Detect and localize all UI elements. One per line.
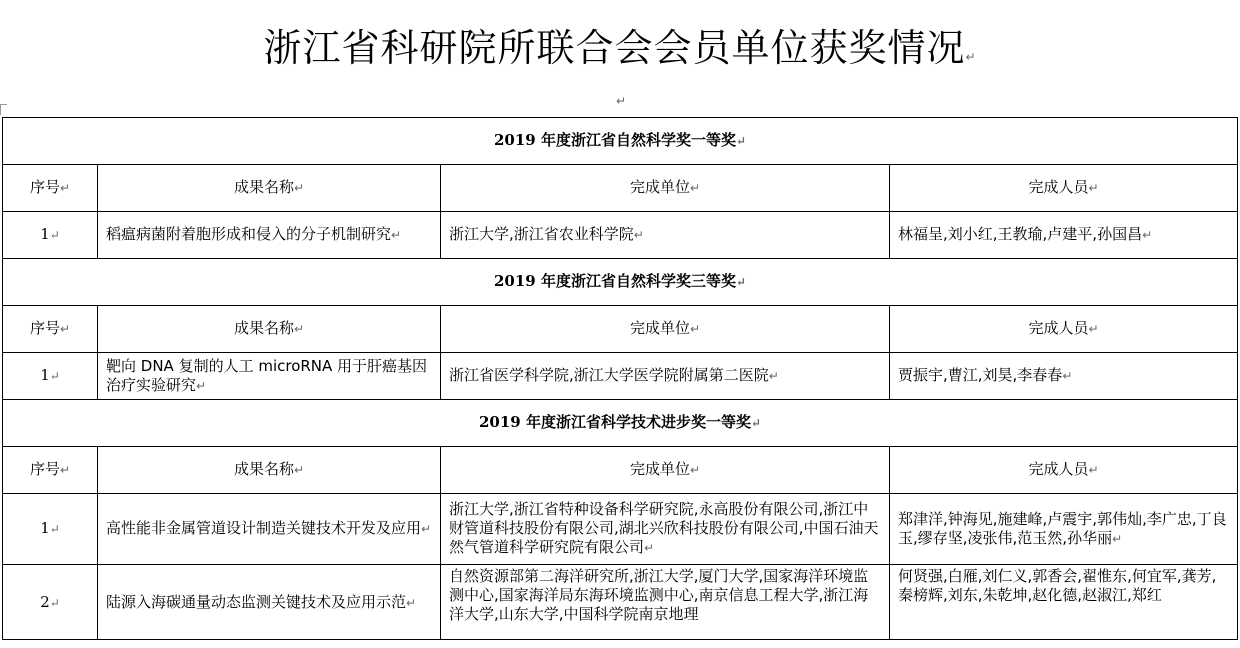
table-row [3,353,1238,400]
header-no: 序号↵ [3,165,98,212]
cell-people: 林福呈,刘小红,王教瑜,卢建平,孙国昌↵ [890,212,1238,259]
header-name: 成果名称↵ [98,306,441,353]
table-row [3,565,1238,640]
document-title: 浙江省科研院所联合会会员单位获奖情况↵ [263,26,977,70]
cell-no: 2↵ [3,565,98,640]
section-title-row [3,118,1238,165]
section-title: 2019 年度浙江省自然科学奖一等奖↵ [3,118,1238,165]
table-row [3,212,1238,259]
header-people: 完成人员↵ [890,306,1238,353]
cell-unit: 浙江省医学科学院,浙江大学医学院附属第二医院↵ [441,353,890,400]
header-unit: 完成单位↵ [441,306,890,353]
cell-unit: 浙江大学,浙江省特种设备科学研究院,永高股份有限公司,浙江中财管道科技股份有限公司,湖北兴欣科技股份有限公司,中国石油天然气管道科学研究院有限公司↵ [441,494,890,565]
section-title-row [3,259,1238,306]
header-no: 序号↵ [3,447,98,494]
awards-table [2,117,1238,640]
cell-no: 1↵ [3,353,98,400]
header-row [3,165,1238,212]
header-row [3,447,1238,494]
header-row [3,306,1238,353]
cell-people: 何贤强,白雁,刘仁义,郭香会,翟惟东,何宜军,龚芳,秦榜辉,刘东,朱乾坤,赵化德,赵淑江,郑红 [890,565,1238,640]
section-title: 2019 年度浙江省科学技术进步奖一等奖↵ [3,400,1238,447]
cell-people: 郑津洋,钟海见,施建峰,卢震宇,郭伟灿,李广忠,丁良玉,缪存坚,凌张伟,范玉然,孙华丽↵ [890,494,1238,565]
header-people: 完成人员↵ [890,447,1238,494]
cell-people: 贾振宇,曹江,刘昊,李春春↵ [890,353,1238,400]
paragraph-mark: ↵ [616,94,627,108]
header-name: 成果名称↵ [98,447,441,494]
cell-name: 高性能非金属管道设计制造关键技术开发及应用↵ [98,494,441,565]
cell-unit: 自然资源部第二海洋研究所,浙江大学,厦门大学,国家海洋环境监测中心,国家海洋局东海环境监测中心,南京信息工程大学,浙江海洋大学,山东大学,中国科学院南京地理 [441,565,890,640]
cell-unit: 浙江大学,浙江省农业科学院↵ [441,212,890,259]
header-no: 序号↵ [3,306,98,353]
cell-no: 1↵ [3,212,98,259]
cell-name: 陆源入海碳通量动态监测关键技术及应用示范↵ [98,565,441,640]
section-title: 2019 年度浙江省自然科学奖三等奖↵ [3,259,1238,306]
header-unit: 完成单位↵ [441,447,890,494]
cell-no: 1↵ [3,494,98,565]
cell-name: 靶向 DNA 复制的人工 microRNA 用于肝癌基因治疗实验研究↵ [98,353,441,400]
header-unit: 完成单位↵ [441,165,890,212]
table-row [3,494,1238,565]
cell-name: 稻瘟病菌附着胞形成和侵入的分子机制研究↵ [98,212,441,259]
header-name: 成果名称↵ [98,165,441,212]
section-title-row [3,400,1238,447]
header-people: 完成人员↵ [890,165,1238,212]
margin-corner-mark [0,104,7,115]
